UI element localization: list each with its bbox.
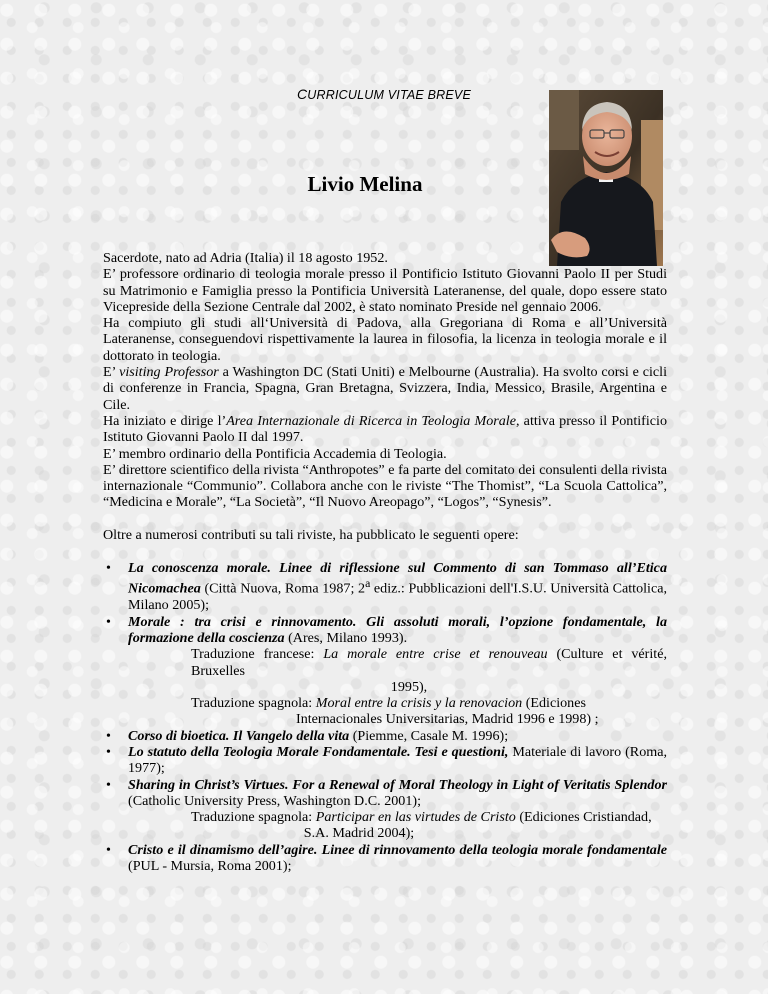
bio-paragraph: Sacerdote, nato ad Adria (Italia) il 18 agosto 1952.	[103, 250, 388, 266]
work-publisher: Materiale di lavoro (Roma, 1977);	[128, 744, 667, 777]
work-title: Cristo e il dinamismo dell’agire. Linee di rinnovamento della teologia morale fondamentale	[128, 841, 667, 858]
translation-label: Traduzione spagnola:	[191, 695, 316, 712]
translation-publisher-cont: 1995),	[390, 678, 428, 695]
bullet-icon: •	[106, 776, 111, 793]
bio-paragraph: E’ direttore scientifico della rivista “Anthropotes” e fa parte del comitato dei consulenti della rivista internazionale “Communio”. Collabora anche con le riviste “The Thomist”, “La Scuola Cattolica”, “Medicina e Morale”, “La Società”, “Il Nuovo Areopago”, “Logos”, “Synesis”.	[103, 461, 667, 511]
bullet-icon: •	[106, 841, 111, 858]
work-publisher-cont: ediz.: Pubblicazioni dell'I.S.U. Università Cattolica, Milano 2005);	[128, 581, 667, 614]
work-publisher: (PUL - Mursia, Roma 2001);	[128, 858, 292, 875]
translation-publisher: (Culture et vérité, Bruxelles	[191, 646, 667, 679]
list-item	[106, 744, 667, 777]
translation-title: Participar en las virtudes de Cristo	[315, 809, 516, 826]
translation-french	[128, 646, 667, 695]
label-initial: C	[296, 86, 308, 102]
visiting-paragraph	[103, 364, 667, 413]
bio-paragraph: E’ professore ordinario di teologia morale presso il Pontificio Istituto Giovanni Paolo II per Studi su Matrimonio e Famiglia presso la Pontificia Università Lateranense, del quale, dopo essere stato Vicepreside della Sezione Centrale dal 2002, è stato nominato Preside nel gennaio 2006.	[103, 266, 667, 315]
work-publisher: (Città Nuova, Roma 1987; 2	[200, 581, 366, 598]
bullet-icon: •	[106, 744, 111, 760]
translation-spanish	[128, 695, 667, 728]
bio-paragraph: Ha compiuto gli studi all‘Università di Padova, alla Gregoriana di Roma e all’Università Lateranense, conseguendovi rispettivamente la laurea in filosofia, la licenza in teologia morale e il dottorato in teologia.	[103, 315, 667, 364]
translation-publisher: (Ediciones	[522, 695, 586, 712]
works-list	[103, 560, 667, 874]
list-item	[106, 560, 667, 614]
visiting-italic: visiting Professor	[119, 364, 219, 381]
bullet-icon: •	[106, 727, 111, 744]
work-publisher: (Ares, Milano 1993).	[284, 629, 408, 646]
document-body	[103, 250, 667, 874]
list-item	[106, 613, 667, 728]
portrait-photo	[549, 90, 663, 266]
translation-publisher: (Ediciones Cristiandad,	[515, 809, 652, 826]
work-title: Morale : tra crisi e rinnovamento. Gli assoluti morali, l’opzione fondamentale, la formazione della coscienza	[128, 613, 667, 646]
translation-title: La morale entre crise et renouveau	[323, 646, 548, 663]
area-pre: Ha iniziato e dirige l’	[103, 412, 227, 429]
work-title: Corso di bioetica. Il Vangelo della vita	[128, 727, 350, 744]
bullet-icon: •	[106, 560, 111, 577]
works-intro: Oltre a numerosi contributi su tali riviste, ha pubblicato le seguenti opere:	[103, 526, 519, 543]
list-item	[106, 776, 667, 842]
translation-publisher-cont: S.A. Madrid 2004);	[303, 825, 415, 842]
work-title: Sharing in Christ’s Virtues. For a Renewal of Moral Theology in Light of Veritatis Splendor	[128, 776, 667, 793]
list-item	[106, 727, 667, 744]
portrait-illustration	[549, 90, 663, 266]
edition-superscript: a	[365, 577, 371, 591]
work-title: Lo statuto della Teologia Morale Fondamentale. Tesi e questioni,	[128, 744, 509, 760]
translation-label: Traduzione spagnola:	[191, 809, 316, 826]
bio-paragraph: E’ membro ordinario della Pontificia Accademia di Teologia.	[103, 445, 447, 462]
list-item	[106, 841, 667, 875]
visiting-pre: E’	[103, 364, 120, 381]
translation-publisher-cont: Internacionales Universitarias, Madrid 1996 e 1998) ;	[296, 711, 599, 728]
bullet-icon: •	[106, 613, 111, 630]
translation-label: Traduzione francese:	[191, 646, 324, 663]
work-title: La conoscenza morale. Linee di riflessione sul Commento di san Tommaso all’Etica Nicomachea	[128, 560, 667, 598]
translation-title: Moral entre la crisis y la renovacion	[315, 695, 523, 712]
translation-spanish	[128, 809, 667, 842]
person-name: Livio Melina	[307, 172, 423, 196]
area-italic: Area Internazionale di Ricerca in Teologia Morale	[226, 412, 516, 429]
visiting-post: a Washington DC (Stati Uniti) e Melbourne (Australia). Ha svolto corsi e cicli di conferenze in Francia, Spagna, Gran Bretagna, Svizzera, India, Messico, Brasile, Argentina e Cile.	[103, 364, 668, 413]
work-publisher: (Catholic University Press, Washington D.C. 2001);	[128, 792, 421, 809]
area-paragraph	[103, 413, 667, 446]
area-post: , attiva presso il Pontificio Istituto Giovanni Paolo II dal 1997.	[103, 412, 667, 446]
work-publisher: (Piemme, Casale M. 1996);	[349, 727, 509, 744]
label-rest: URRICULUM VITAE BREVE	[307, 88, 472, 102]
